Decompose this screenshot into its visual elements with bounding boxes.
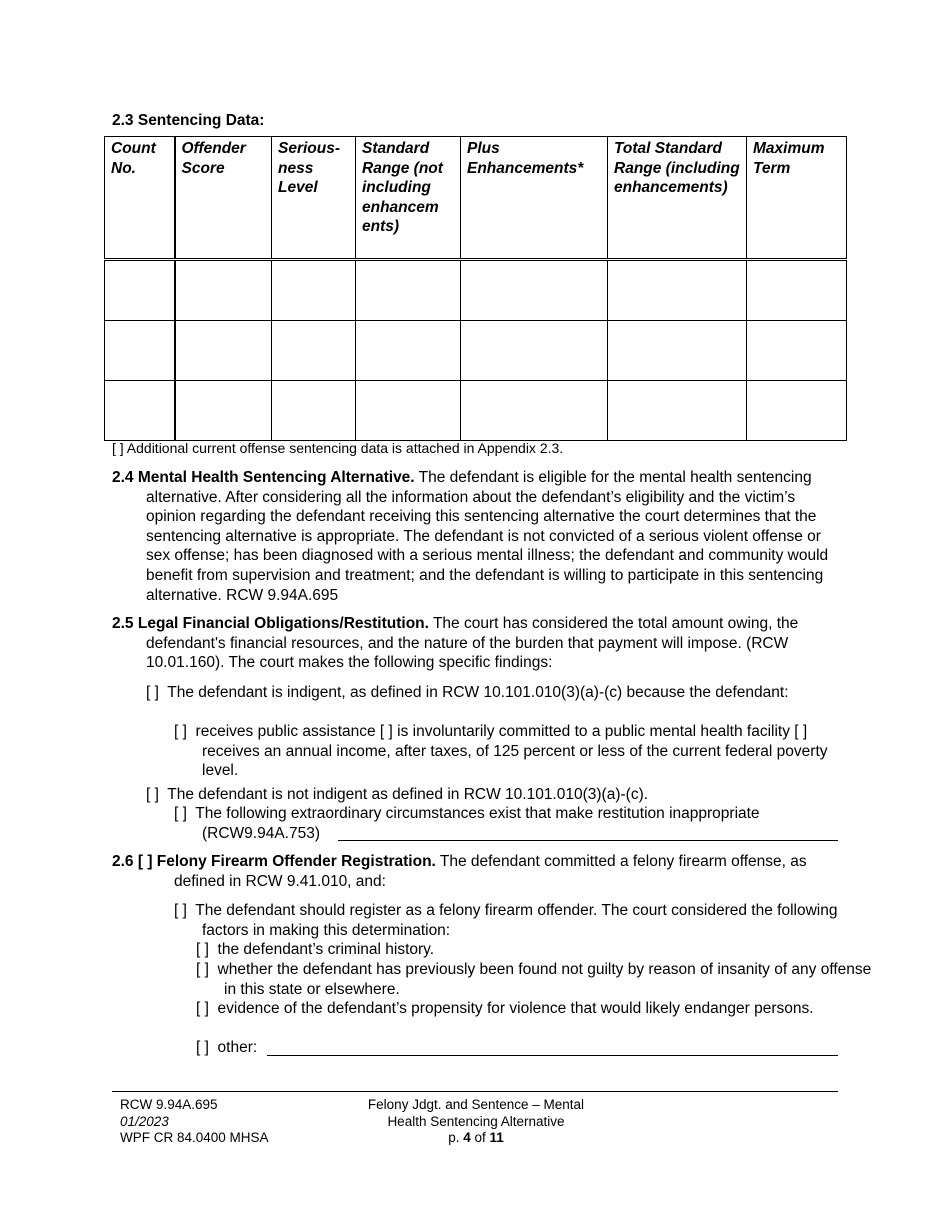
section-2-3-title: 2.3 Sentencing Data: [112, 112, 265, 129]
cell-input[interactable] [272, 321, 356, 381]
cell-input[interactable] [461, 260, 608, 321]
register-checkbox[interactable]: [ ] [174, 902, 187, 919]
cell-input[interactable] [747, 381, 847, 441]
footer-page-of: of [470, 1130, 490, 1145]
cell-input[interactable] [175, 321, 272, 381]
table-header-row [105, 137, 847, 260]
factor-checkbox[interactable]: [ ] [196, 941, 209, 958]
footer-rcw: RCW 9.94A.695 [120, 1097, 218, 1112]
factor-other [196, 1038, 257, 1058]
col-total-standard-range: Total Standard Range (including enhancements) [608, 137, 747, 260]
col-standard-range: Standard Range (not including enhancem ents) [356, 137, 461, 260]
col-count-no: Count No. [105, 137, 175, 260]
section-2-6-text: The defendant committed a felony firearm offense, as defined in RCW 9.41.010, and: [174, 853, 807, 890]
cell-input[interactable] [105, 381, 175, 441]
indigent-reasons-text: receives public assistance [ ] is involuntarily committed to a public mental health facility [ ] receives an annual income, after taxes, of 125 percent or less of the current federal poverty level. [195, 723, 828, 780]
cell-input[interactable] [747, 260, 847, 321]
sentencing-data-table [104, 136, 847, 441]
col-maximum-term: Maximum Term [747, 137, 847, 260]
indigent-text: The defendant is indigent, as defined in RCW 10.101.010(3)(a)-(c) because the defendant: [167, 684, 789, 701]
col-seriousness-level: Serious-ness Level [272, 137, 356, 260]
cell-input[interactable] [608, 321, 747, 381]
cell-input[interactable] [105, 321, 175, 381]
footer-left [120, 1097, 269, 1147]
col-plus-enhancements: Plus Enhancements* [461, 137, 608, 260]
footer-page-prefix: p. [448, 1130, 464, 1145]
footer-date: 01/2023 [120, 1113, 169, 1129]
factor-insanity [196, 960, 874, 999]
not-indigent-checkbox[interactable]: [ ] [146, 786, 159, 803]
cell-input[interactable] [105, 260, 175, 321]
footer-center [326, 1097, 626, 1147]
register-option [174, 901, 852, 940]
section-2-4-text: The defendant is eligible for the mental health sentencing alternative. After considering all the information about the defendant’s eligibility and the victim’s opinion regarding the defendant receiving this sentencing alternative the court determines that the sentencing alternative is appropriate. The defendant is not convicted of a serious violent offense or sex offense; has been diagnosed with a serious mental illness; the defendant and community would benefit from supervision and treatment; and the defendant is willing to participate in this sentencing alternative. RCW 9.94A.695 [146, 469, 829, 604]
section-2-5 [112, 614, 822, 673]
cell-input[interactable] [356, 321, 461, 381]
table-row [105, 321, 847, 381]
appendix-checkbox-note[interactable]: [ ] Additional current offense sentencing data is attached in Appendix 2.3. [112, 440, 564, 456]
not-indigent-option [146, 785, 826, 805]
cell-input[interactable] [356, 381, 461, 441]
factor-checkbox[interactable]: [ ] [196, 961, 209, 978]
cell-input[interactable] [356, 260, 461, 321]
indigent-reasons [174, 722, 852, 781]
footer-title-line1: Felony Jdgt. and Sentence – Mental [367, 1097, 585, 1112]
footer-page-current: 4 [463, 1130, 471, 1145]
factor-text: the defendant’s criminal history. [217, 941, 435, 958]
section-2-5-text: The court has considered the total amount owing, the defendant's financial resources, and the nature of the burden that payment will impose. (RCW 10.01.160). The court makes the following specific findings: [146, 615, 799, 672]
footer-title-line2: Health Sentencing Alternative [387, 1113, 565, 1129]
factor-other-label: other: [217, 1039, 258, 1056]
extraordinary-checkbox[interactable]: [ ] [174, 805, 187, 822]
factor-text: whether the defendant has previously been found not guilty by reason of insanity of any offense in this state or elsewhere. [217, 961, 872, 998]
footer-divider [112, 1091, 838, 1092]
footer-page-total: 11 [489, 1130, 504, 1145]
extraordinary-fill-line[interactable] [338, 840, 838, 841]
table-row [105, 260, 847, 321]
cell-input[interactable] [272, 260, 356, 321]
footer-page-number [326, 1130, 626, 1147]
section-2-4 [112, 468, 842, 605]
section-2-6-title: 2.6 [ ] Felony Firearm Offender Registration. [112, 853, 436, 870]
section-2-4-title: 2.4 Mental Health Sentencing Alternative. [112, 469, 415, 486]
factor-text: evidence of the defendant’s propensity for violence that would likely endanger persons. [217, 1000, 814, 1017]
factor-checkbox[interactable]: [ ] [196, 1000, 209, 1017]
footer-form-number: WPF CR 84.0400 MHSA [120, 1130, 269, 1145]
col-offender-score: Offender Score [175, 137, 272, 260]
section-2-6 [112, 852, 822, 891]
public-assistance-checkbox[interactable]: [ ] [174, 723, 187, 740]
cell-input[interactable] [747, 321, 847, 381]
extraordinary-option [174, 804, 862, 843]
factor-checkbox[interactable]: [ ] [196, 1039, 209, 1056]
cell-input[interactable] [175, 260, 272, 321]
cell-input[interactable] [608, 260, 747, 321]
extraordinary-text: The following extraordinary circumstances exist that make restitution inappropriate (RCW9.94A.753) [195, 805, 760, 842]
cell-input[interactable] [461, 321, 608, 381]
not-indigent-text: The defendant is not indigent as defined in RCW 10.101.010(3)(a)-(c). [167, 786, 649, 803]
register-text: The defendant should register as a felony firearm offender. The court considered the following factors in making this determination: [195, 902, 838, 939]
cell-input[interactable] [175, 381, 272, 441]
indigent-option [146, 683, 814, 703]
other-fill-line[interactable] [267, 1055, 838, 1056]
cell-input[interactable] [272, 381, 356, 441]
table-row [105, 381, 847, 441]
cell-input[interactable] [608, 381, 747, 441]
indigent-checkbox[interactable]: [ ] [146, 684, 159, 701]
factor-propensity [196, 999, 864, 1019]
factor-criminal-history [196, 940, 874, 960]
cell-input[interactable] [461, 381, 608, 441]
section-2-5-title: 2.5 Legal Financial Obligations/Restitution. [112, 615, 429, 632]
